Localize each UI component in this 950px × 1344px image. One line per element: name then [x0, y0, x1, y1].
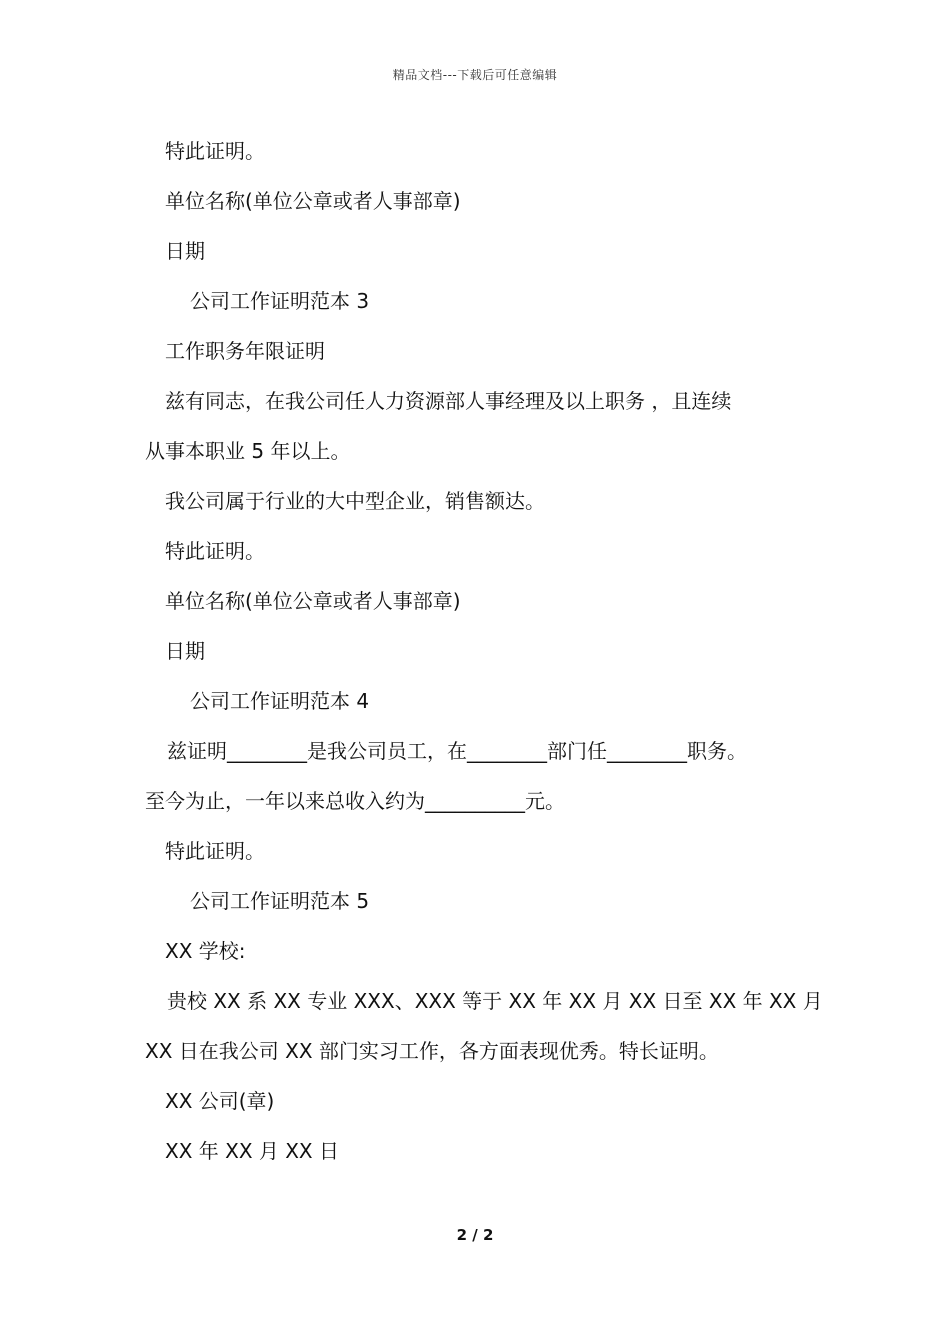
body-line-addressee: XX 学校:: [165, 939, 246, 963]
body-paragraph-line: 贵校 XX 系 XX 专业 XXX、XXX 等于 XX 年 XX 月 XX 日至 XX 年 XX 月: [167, 989, 823, 1013]
document-body: [145, 126, 825, 1176]
section-title-3: 公司工作证明范本 3: [190, 289, 370, 313]
body-paragraph-line: 至今为止，一年以来总收入约为__________元。: [145, 789, 565, 813]
body-line-company-seal: XX 公司(章): [165, 1089, 275, 1113]
body-paragraph-line: 从事本职业 5 年以上。: [145, 439, 351, 463]
body-line-date: 日期: [165, 239, 205, 263]
body-paragraph-line: 我公司属于行业的大中型企业，销售额达。: [165, 489, 545, 513]
body-line-subtitle: 工作职务年限证明: [165, 339, 325, 363]
body-line-unit-name: 单位名称(单位公章或者人事部章): [165, 189, 461, 213]
body-line-closing: 特此证明。: [165, 839, 265, 863]
section-title-4: 公司工作证明范本 4: [190, 689, 370, 713]
body-paragraph-line: XX 日在我公司 XX 部门实习工作，各方面表现优秀。特长证明。: [145, 1039, 719, 1063]
page-header: 精品文档---下载后可任意编辑: [392, 68, 558, 82]
body-line-closing: 特此证明。: [165, 539, 265, 563]
body-paragraph-line: 兹证明________是我公司员工，在________部门任________职务。: [167, 739, 747, 763]
body-line-date: XX 年 XX 月 XX 日: [165, 1139, 339, 1163]
body-line-date: 日期: [165, 639, 205, 663]
body-paragraph-line: 兹有同志，在我公司任人力资源部人事经理及以上职务 ，且连续: [165, 389, 732, 413]
page-number: 2 / 2: [456, 1226, 494, 1244]
body-line-unit-name: 单位名称(单位公章或者人事部章): [165, 589, 461, 613]
section-title-5: 公司工作证明范本 5: [190, 889, 370, 913]
body-line-closing: 特此证明。: [165, 139, 265, 163]
